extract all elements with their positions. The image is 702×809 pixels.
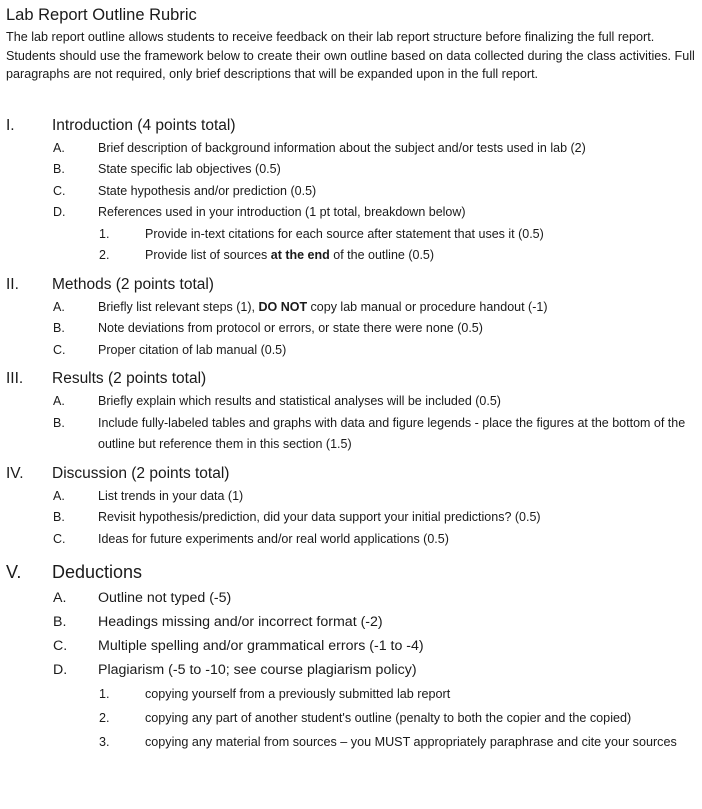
section-numeral: IV. xyxy=(6,464,24,482)
item-letter: C. xyxy=(53,342,66,357)
item-text: State specific lab objectives (0.5) xyxy=(98,162,281,177)
item-text: Include fully-labeled tables and graphs with data and figure legends - place the figures at the bottom of the outline but reference them in this section (1.5) xyxy=(98,415,686,452)
item-text: Brief description of background information about the subject and/or tests used in lab (2) xyxy=(98,140,586,155)
section-numeral: II. xyxy=(6,275,19,293)
item-text: Plagiarism (-5 to -10; see course plagiarism policy) xyxy=(98,662,417,679)
subitem-number: 3. xyxy=(99,735,110,750)
item-letter: B. xyxy=(53,614,67,631)
item-text-post: copy lab manual or procedure handout (-1) xyxy=(307,299,548,314)
item-letter: A. xyxy=(53,140,65,155)
rubric-item xyxy=(6,529,696,551)
rubric-item xyxy=(6,138,696,160)
subitem-text-pre: Provide list of sources xyxy=(145,248,271,263)
rubric-item xyxy=(6,634,696,658)
item-text-bold: DO NOT xyxy=(258,299,308,314)
intro-paragraph: The lab report outline allows students to receive feedback on their lab report structure before finalizing the full report. Students should use the framework below to create their own outline based on data collected during the class activities. Full paragraphs are not required, only brief descriptions that will be expanded upon in the full report. xyxy=(6,30,695,82)
rubric-item xyxy=(6,202,696,224)
subitem-text xyxy=(145,245,696,267)
rubric-item xyxy=(6,486,696,508)
subitem-number: 2. xyxy=(99,248,110,263)
item-text: Ideas for future experiments and/or real world applications (0.5) xyxy=(98,531,449,546)
item-text: Outline not typed (-5) xyxy=(98,590,232,607)
item-text: State hypothesis and/or prediction (0.5) xyxy=(98,183,317,198)
section-numeral: III. xyxy=(6,370,24,388)
section-heading: Discussion (2 points total) xyxy=(52,464,230,482)
item-text: Headings missing and/or incorrect format (-2) xyxy=(98,614,383,631)
document-title: Lab Report Outline Rubric xyxy=(6,6,197,24)
subitem-number: 1. xyxy=(99,687,110,702)
section-numeral: I. xyxy=(6,116,15,134)
section-deductions xyxy=(6,558,696,752)
rubric-item xyxy=(6,318,696,340)
section-discussion xyxy=(6,462,696,551)
section-heading: Results (2 points total) xyxy=(52,370,207,388)
item-text: List trends in your data (1) xyxy=(98,488,244,503)
item-letter: A. xyxy=(53,394,65,409)
subitem-text: copying any part of another student's outline (penalty to both the copier and the copied) xyxy=(145,711,632,726)
rubric-item xyxy=(6,391,696,413)
subitem-text: copying yourself from a previously submitted lab report xyxy=(145,687,451,702)
item-letter: D. xyxy=(53,662,68,679)
subitem-text-post: of the outline (0.5) xyxy=(329,248,435,263)
section-heading: Methods (2 points total) xyxy=(52,275,214,293)
rubric-item xyxy=(6,507,696,529)
item-letter: D. xyxy=(53,205,66,220)
rubric-item xyxy=(6,159,696,181)
rubric-subitem xyxy=(6,732,696,752)
item-text-pre: Briefly list relevant steps (1), xyxy=(98,299,259,314)
item-text: Proper citation of lab manual (0.5) xyxy=(98,342,287,357)
document-page xyxy=(6,5,696,752)
rubric-item xyxy=(6,413,696,456)
subitem-text: copying any material from sources – you MUST appropriately paraphrase and cite your sources xyxy=(145,735,677,750)
rubric-subitem xyxy=(6,224,696,246)
rubric-item xyxy=(6,297,696,319)
item-letter: B. xyxy=(53,510,65,525)
item-text: Note deviations from protocol or errors, or state there were none (0.5) xyxy=(98,321,483,336)
item-letter: B. xyxy=(53,162,65,177)
section-methods xyxy=(6,273,696,362)
rubric-subitem xyxy=(6,245,696,267)
item-letter: A. xyxy=(53,590,67,607)
section-results xyxy=(6,367,696,456)
item-text: Revisit hypothesis/prediction, did your data support your initial predictions? (0.5) xyxy=(98,510,541,525)
subitem-text-bold: at the end xyxy=(270,248,330,263)
subitem-number: 2. xyxy=(99,711,110,726)
item-letter: C. xyxy=(53,183,66,198)
rubric-item xyxy=(6,658,696,682)
item-letter: A. xyxy=(53,488,65,503)
rubric-item xyxy=(6,610,696,634)
item-letter: C. xyxy=(53,638,68,655)
rubric-subitem xyxy=(6,684,696,704)
rubric-item xyxy=(6,181,696,203)
item-text xyxy=(98,297,696,319)
section-numeral: V. xyxy=(6,562,22,583)
item-text: Briefly explain which results and statistical analyses will be included (0.5) xyxy=(98,394,501,409)
section-introduction xyxy=(6,114,696,267)
item-text: Multiple spelling and/or grammatical errors (-1 to -4) xyxy=(98,638,424,655)
section-heading: Deductions xyxy=(52,562,143,583)
rubric-item xyxy=(6,340,696,362)
subitem-text: Provide in-text citations for each source after statement that uses it (0.5) xyxy=(145,226,544,241)
item-letter: A. xyxy=(53,299,65,314)
item-text: References used in your introduction (1 pt total, breakdown below) xyxy=(98,205,466,220)
item-letter: C. xyxy=(53,531,66,546)
item-letter: B. xyxy=(53,321,65,336)
rubric-subitem xyxy=(6,708,696,728)
section-heading: Introduction (4 points total) xyxy=(52,116,236,134)
subitem-number: 1. xyxy=(99,226,110,241)
rubric-item xyxy=(6,586,696,610)
item-letter: B. xyxy=(53,415,65,430)
